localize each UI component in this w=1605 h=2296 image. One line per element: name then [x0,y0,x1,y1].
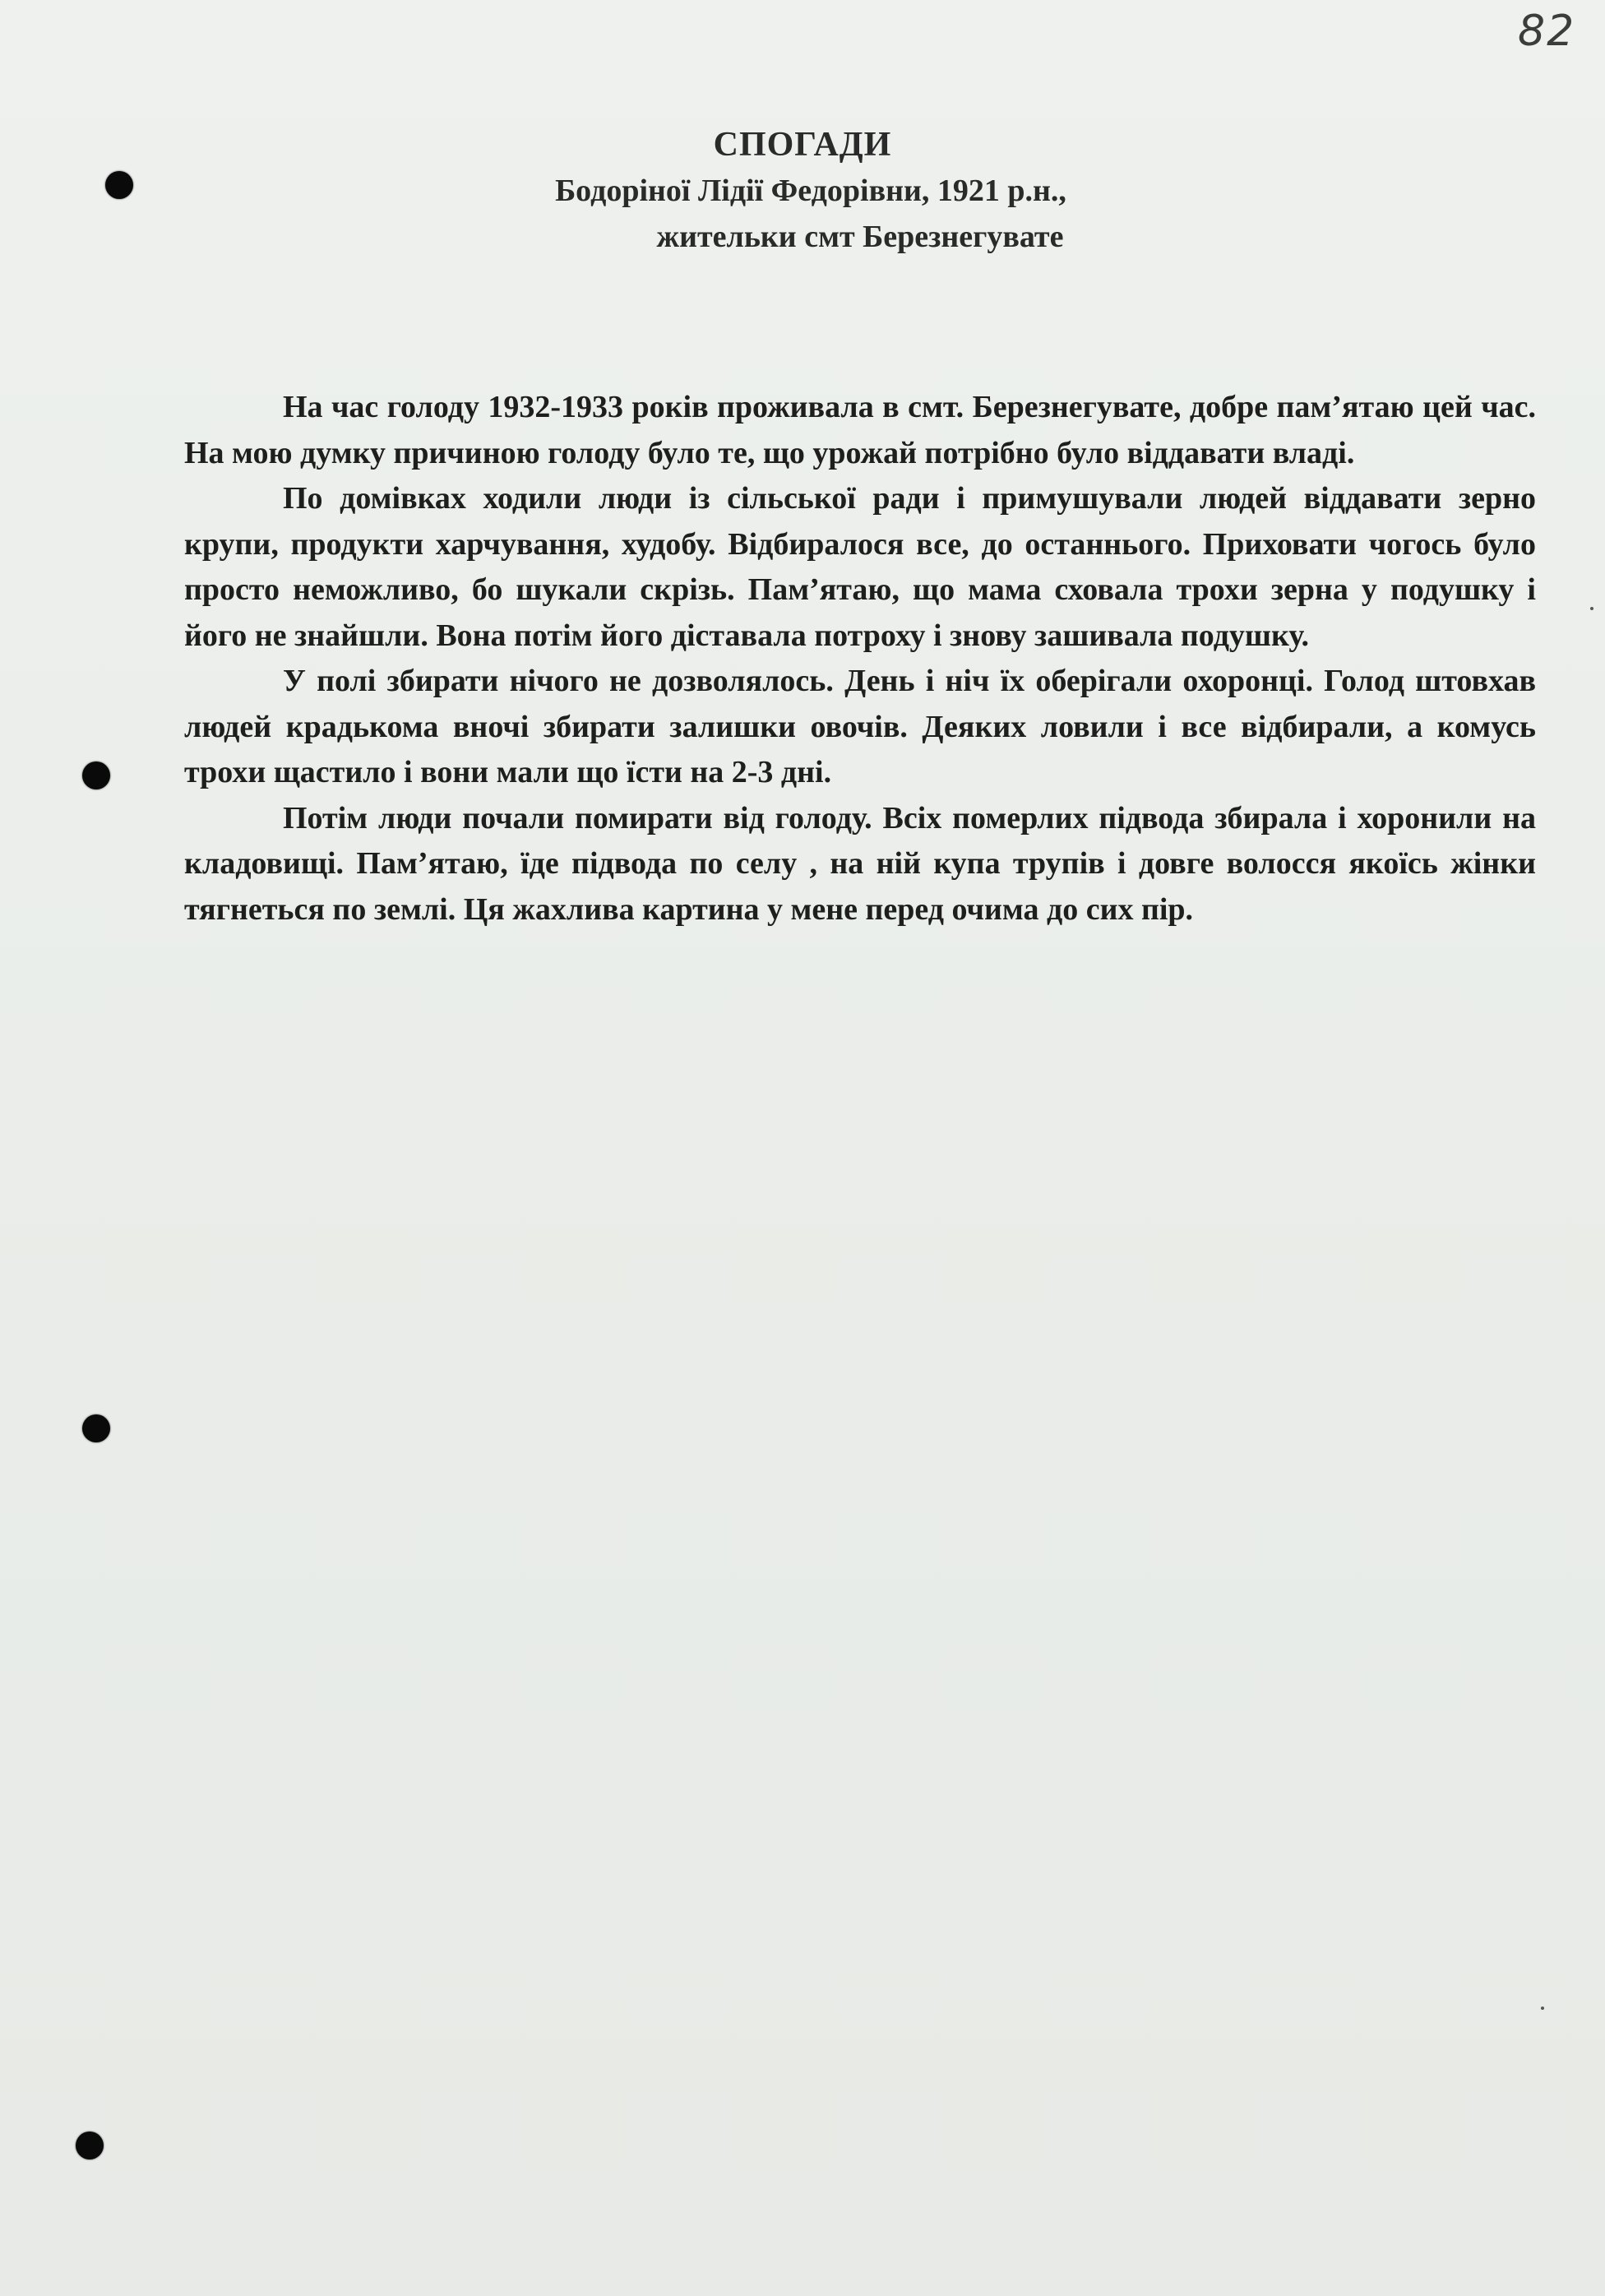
punch-hole [82,761,110,789]
paragraph-2: По домівках ходили люди із сільської ради і примушували людей віддавати зерно крупи, продукти харчування, худобу. Відбиралося все, до останнього. Приховати чогось було просто неможливо, бо шукали скрізь. Пам’ятаю, що мама сховала трохи зерна у подушку і його не знайшли. Вона потім його діставала потроху і знову зашивала подушку. [184,481,1536,653]
paragraph-3: У полі збирати нічого не дозволялось. День і ніч їх оберігали охоронці. Голод штовхав людей крадькома вночі збирати залишки овочів. Деяких ловили і все відбирали, а комусь трохи щастило і вони мали що їсти на 2-3 дні. [184,664,1536,789]
document-body [184,385,1536,933]
document-header [0,122,1605,260]
document-title: СПОГАДИ [713,126,892,164]
paper-speck [1590,607,1593,610]
paragraph-1: На час голоду 1932-1933 років проживала в смт. Березнегувате, добре пам’ятаю цей час. На мою думку причиною голоду було те, що урожай потрібно було віддавати владі. [184,390,1536,470]
handwritten-page-number: 82 [1518,7,1576,56]
paragraph-4: Потім люди почали помирати від голоду. Всіх померлих підвода збирала і хоронили на кладовищі. Пам’ятаю, їде підвода по селу , на ній купа трупів і довге волосся якоїсь жінки тягнеться по землі. Ця жахлива картина у мене перед очима до сих пір. [184,800,1536,927]
punch-hole [82,1414,110,1442]
paper-speck [1541,2007,1544,2010]
document-subtitle-line1: Бодоріної Лідії Федорівни, 1921 р.н., [555,174,1066,208]
punch-hole [76,2132,104,2159]
document-subtitle-line2: жительки смт Березнегувате [656,220,1064,254]
